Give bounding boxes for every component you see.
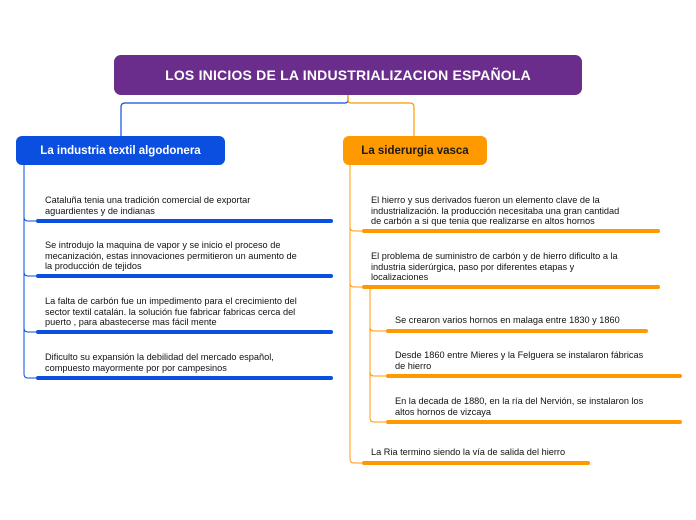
left-topic-3[interactable]: La falta de carbón fue un impedimento para el crecimiento del sector textil catalán. la solución fue fabricar fabricas cerca del puerto , para abastecerse mas fácil mente [45,296,297,328]
right-topic-3[interactable]: La Ria termino siendo la vía de salida del hierro [371,447,566,457]
left-topic-2[interactable]: Se introdujo la maquina de vapor y se inicio el proceso de mecanización, estas innovaciones permitieron un aumento de la producción de tejidos [45,240,297,272]
right-topic-1-underline [362,229,660,233]
connector-left-2 [24,272,36,276]
connector-sub-spine [370,289,386,422]
left-topic-4[interactable]: Dificulto su expansión la debilidad del mercado español, compuesto mayormente por por campesinos [45,352,274,373]
connector-root-left [121,95,348,136]
branch-siderurgia[interactable]: La siderurgia vasca [343,136,487,165]
left-topic-4-underline [36,376,333,380]
subtopic-3[interactable]: En la decada de 1880, en la ría del Nervión, se instalaron los altos hornos de vizcaya [395,396,644,417]
subtopic-1[interactable]: Se crearon varios hornos en malaga entre 1830 y 1860 [395,315,620,325]
connector-left-spine [24,165,36,378]
connector-sub-2 [370,372,386,376]
right-topic-2-underline [362,285,660,289]
left-topic-2-underline [36,274,333,278]
left-topic-1[interactable]: Cataluña tenia una tradición comercial de exportar aguardientes y de indianas [45,195,251,216]
connector-left-1 [24,217,36,221]
connector-right-1 [350,227,362,231]
subtopic-2-underline [386,374,682,378]
connector-root-right [348,95,414,136]
connector-left-3 [24,328,36,332]
branch-textil[interactable]: La industria textil algodonera [16,136,225,165]
connector-right-2 [350,283,362,287]
subtopic-1-underline [386,329,648,333]
right-topic-1[interactable]: El hierro y sus derivados fueron un elemento clave de la industrialización. la producción necesitaba una gran cantidad de carbón a si que tenia que realizarse en altos hornos [371,195,620,227]
left-topic-1-underline [36,219,333,223]
connector-right-spine [350,165,362,463]
right-topic-3-underline [362,461,590,465]
connector-sub-1 [370,327,386,331]
left-topic-3-underline [36,330,333,334]
subtopic-3-underline [386,420,682,424]
central-topic[interactable]: LOS INICIOS DE LA INDUSTRIALIZACION ESPAÑOLA [114,55,582,95]
subtopic-2[interactable]: Desde 1860 entre Mieres y la Felguera se instalaron fábricas de hierro [395,350,644,371]
right-topic-2[interactable]: El problema de suministro de carbón y de hierro dificulto a la industria siderúrgica, paso por diferentes etapas y localizaciones [371,251,618,283]
